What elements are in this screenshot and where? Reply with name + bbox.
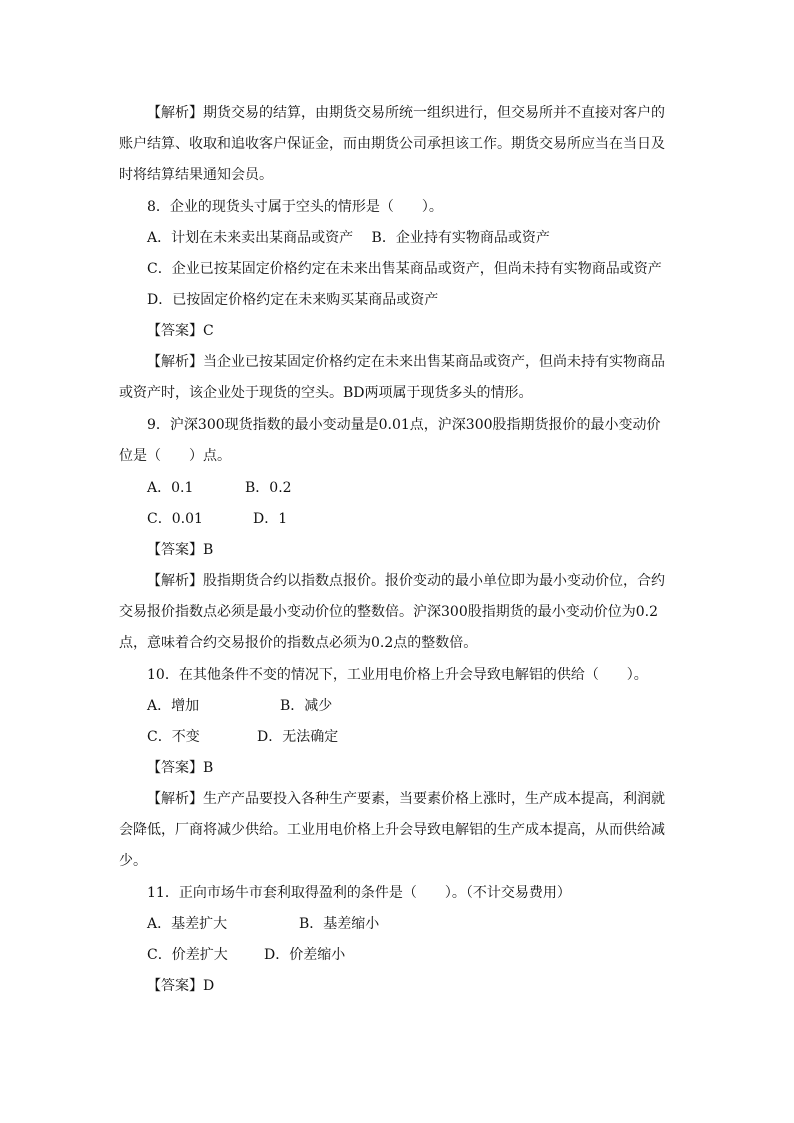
analysis-10-line-1: 【解析】生产产品要投入各种生产要素，当要素价格上涨时，生产成本提高，利润就 (147, 791, 665, 807)
question-9-option-d: D．1 (253, 511, 288, 527)
question-11-option-a: A．基差扩大 (147, 916, 228, 932)
analysis-7-line-2: 账户结算、收取和追收客户保证金，而由期货公司承担该工作。期货交易所应当在当日及 (119, 136, 665, 152)
question-8-options-ab: A．计划在未来卖出某商品或资产 B．企业持有实物商品或资产 (147, 230, 550, 246)
question-11-options-cd (147, 945, 794, 965)
question-10-options-cd (147, 727, 794, 747)
analysis-7-line-3: 时将结算结果通知会员。 (119, 167, 273, 183)
question-9-option-a: A．0.1 (147, 480, 194, 496)
question-10-option-a: A．增加 (147, 698, 200, 714)
question-9-option-c: C．0.01 (147, 511, 203, 527)
question-9-option-b: B．0.2 (245, 480, 292, 496)
analysis-9-line-3: 点，意味着合约交易报价的指数点必须为0.2点的整数倍。 (119, 635, 478, 651)
answer-8: 【答案】C (147, 323, 214, 339)
question-8-option-c: C．企业已按某固定价格约定在未来出售某商品或资产，但尚未持有实物商品或资产 (147, 261, 662, 277)
analysis-10-line-3: 少。 (119, 853, 147, 869)
question-8: 8．企业的现货头寸属于空头的情形是（ ）。 (147, 199, 443, 215)
question-9-line-1: 9．沪深300现货指数的最小变动量是0.01点，沪深300股指期货报价的最小变动价 (147, 417, 661, 433)
question-10-option-b: B．减少 (280, 698, 333, 714)
analysis-9-line-2: 交易报价指数点必须是最小变动价位的整数倍。沪深300股指期货的最小变动价位为0.2 (119, 604, 658, 620)
question-11-options-ab (147, 914, 794, 934)
analysis-7-line-1: 【解析】期货交易的结算，由期货交易所统一组织进行，但交易所并不直接对客户的 (147, 105, 665, 121)
question-11-option-c: C．价差扩大 (147, 947, 228, 963)
question-9-line-2: 位是（ ）点。 (119, 448, 231, 464)
analysis-8-line-2: 或资产时，该企业处于现货的空头。BD两项属于现货多头的情形。 (119, 385, 533, 401)
question-11: 11．正向市场牛市套利取得盈利的条件是（ ）。（不计交易费用） (147, 885, 571, 901)
analysis-9-line-1: 【解析】股指期货合约以指数点报价。报价变动的最小单位即为最小变动价位，合约 (147, 573, 665, 589)
question-9-options-ab (147, 478, 794, 498)
question-10-options-ab (147, 696, 794, 716)
analysis-8-line-1: 【解析】当企业已按某固定价格约定在未来出售某商品或资产，但尚未持有实物商品 (147, 354, 665, 370)
question-10: 10．在其他条件不变的情况下，工业用电价格上升会导致电解铝的供给（ ）。 (147, 667, 648, 683)
answer-11: 【答案】D (147, 978, 215, 994)
question-10-option-d: D．无法确定 (257, 729, 339, 745)
question-11-option-d: D．价差缩小 (264, 947, 346, 963)
question-10-option-c: C．不变 (147, 729, 200, 745)
answer-10: 【答案】B (147, 760, 214, 776)
question-8-option-d: D．已按固定价格约定在未来购买某商品或资产 (147, 292, 439, 308)
answer-9: 【答案】B (147, 542, 214, 558)
question-11-option-b: B．基差缩小 (299, 916, 380, 932)
analysis-10-line-2: 会降低，厂商将减少供给。工业用电价格上升会导致电解铝的生产成本提高，从而供给减 (119, 822, 665, 838)
question-9-options-cd (147, 509, 794, 529)
